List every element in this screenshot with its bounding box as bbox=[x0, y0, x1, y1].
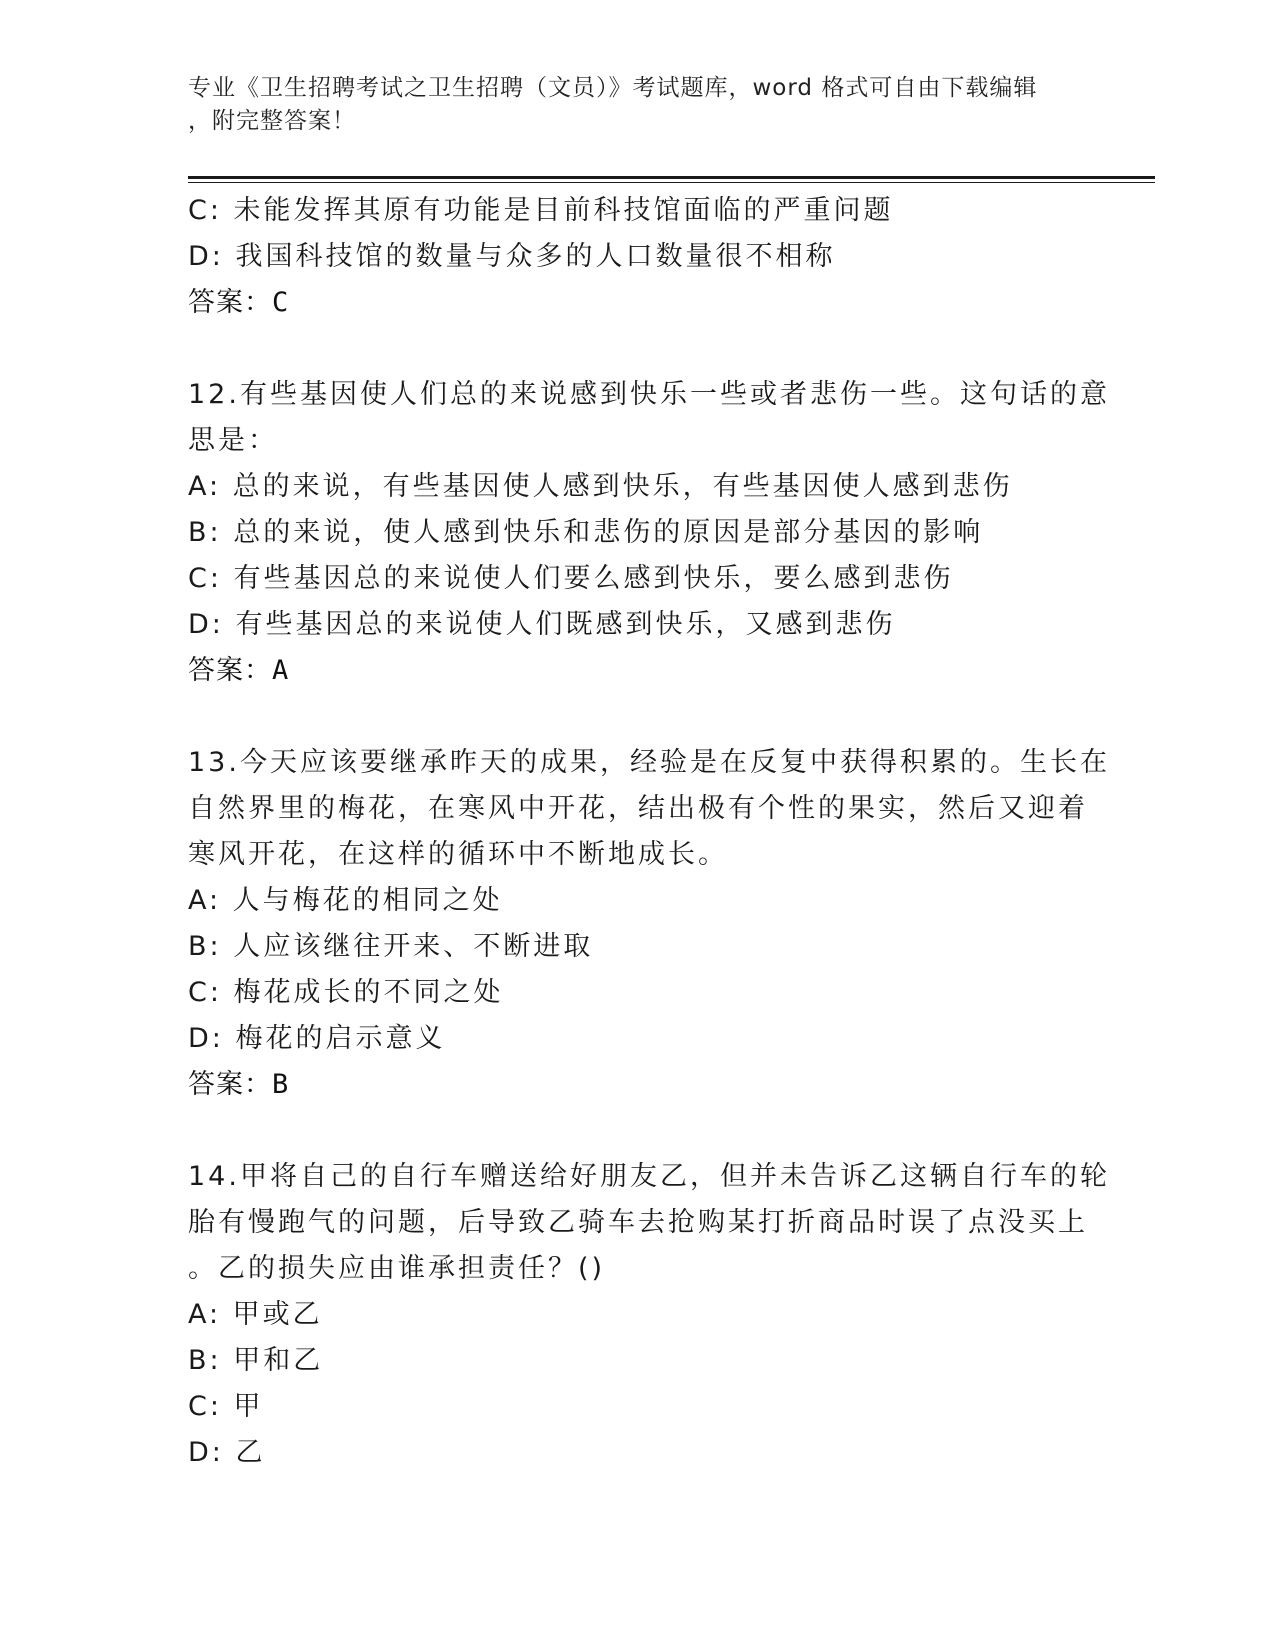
question-13 bbox=[188, 740, 1110, 1108]
q12-stem-line-1: 12.有些基因使人们总的来说感到快乐一些或者悲伤一些。这句话的意 bbox=[188, 379, 1110, 410]
question-11 bbox=[188, 188, 1088, 326]
header-rule-thick bbox=[188, 176, 1155, 179]
q13-answer bbox=[188, 1062, 1088, 1108]
q11-answer bbox=[188, 280, 1088, 326]
question-14 bbox=[188, 1154, 1110, 1476]
question-12 bbox=[188, 372, 1110, 694]
q14-stem-line-2: 胎有慢跑气的问题，后导致乙骑车去抢购某打折商品时误了点没买上 bbox=[188, 1207, 1088, 1238]
spacer bbox=[188, 1108, 1088, 1154]
q13-stem-line-1: 13.今天应该要继承昨天的成果，经验是在反复中获得积累的。生长在 bbox=[188, 747, 1110, 778]
spacer bbox=[188, 694, 1088, 740]
header-line-2: ，附完整答案！ bbox=[188, 108, 356, 134]
q14-option-c: C: 甲 bbox=[188, 1391, 264, 1422]
q12-stem-line-2: 思是： bbox=[188, 425, 278, 456]
q13-option-d: D: 梅花的启示意义 bbox=[188, 1023, 446, 1054]
q11-answer-label: 答案： bbox=[188, 287, 272, 318]
q14-stem-line-1: 14.甲将自己的自行车赠送给好朋友乙，但并未告诉乙这辆自行车的轮 bbox=[188, 1161, 1110, 1192]
q14-option-d: D: 乙 bbox=[188, 1437, 266, 1468]
q13-stem-line-2: 自然界里的梅花，在寒风中开花，结出极有个性的果实，然后又迎着 bbox=[188, 793, 1088, 824]
q13-option-a: A: 人与梅花的相同之处 bbox=[188, 885, 503, 916]
q14-option-b: B: 甲和乙 bbox=[188, 1345, 324, 1376]
header-rule-thin bbox=[188, 182, 1155, 183]
spacer bbox=[188, 326, 1088, 372]
question-list bbox=[188, 188, 1110, 1476]
q12-option-d: D: 有些基因总的来说使人们既感到快乐，又感到悲伤 bbox=[188, 609, 896, 640]
document-header bbox=[188, 72, 1088, 138]
q12-stem bbox=[188, 372, 1110, 464]
q13-option-c: C: 梅花成长的不同之处 bbox=[188, 977, 504, 1008]
q12-option-a: A: 总的来说，有些基因使人感到快乐，有些基因使人感到悲伤 bbox=[188, 471, 1013, 502]
q11-option-c: C: 未能发挥其原有功能是目前科技馆面临的严重问题 bbox=[188, 195, 894, 226]
q12-option-c: C: 有些基因总的来说使人们要么感到快乐，要么感到悲伤 bbox=[188, 563, 954, 594]
q11-option-d: D: 我国科技馆的数量与众多的人口数量很不相称 bbox=[188, 241, 836, 272]
q12-option-b: B: 总的来说，使人感到快乐和悲伤的原因是部分基因的影响 bbox=[188, 517, 984, 548]
q13-stem bbox=[188, 740, 1110, 878]
q14-stem bbox=[188, 1154, 1110, 1292]
q12-answer-value: A bbox=[272, 655, 290, 686]
q13-answer-value: B bbox=[272, 1069, 290, 1100]
q14-option-a: A: 甲或乙 bbox=[188, 1299, 323, 1330]
q12-answer-label: 答案： bbox=[188, 655, 272, 686]
q11-answer-value: C bbox=[272, 287, 290, 318]
header-line-1: 专业《卫生招聘考试之卫生招聘（文员）》考试题库，word 格式可自由下载编辑 bbox=[188, 75, 1038, 101]
q13-stem-line-3: 寒风开花，在这样的循环中不断地成长。 bbox=[188, 839, 728, 870]
q14-stem-line-3: 。乙的损失应由谁承担责任？() bbox=[188, 1253, 606, 1284]
q13-option-b: B: 人应该继往开来、不断进取 bbox=[188, 931, 594, 962]
q13-answer-label: 答案： bbox=[188, 1069, 272, 1100]
q12-answer bbox=[188, 648, 1088, 694]
